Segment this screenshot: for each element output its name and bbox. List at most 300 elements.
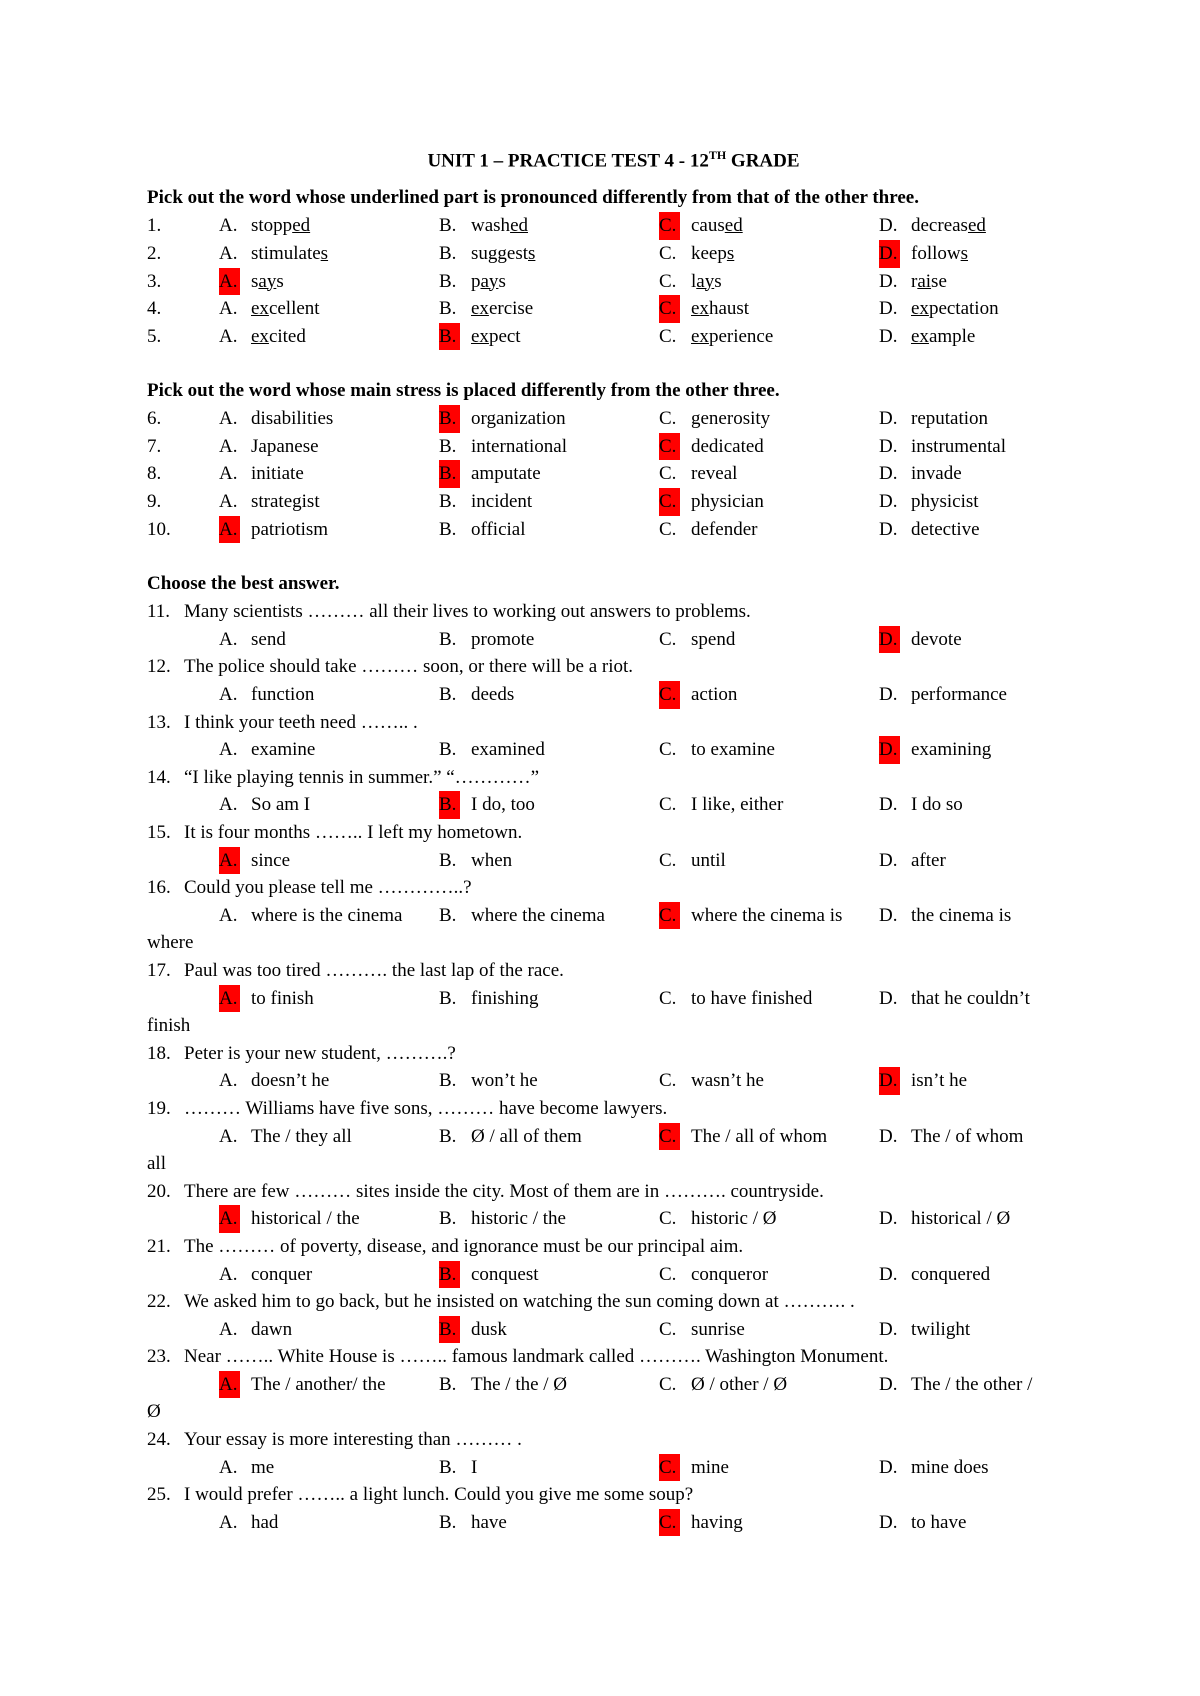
option-text: had [251,1511,279,1533]
option-text: reputation [911,408,989,430]
option-text: historic / Ø [691,1208,777,1230]
question-sentence: Paul was too tired ………. the last lap of the race. [184,959,564,981]
options-row [147,1509,1080,1537]
option-c [659,1509,743,1537]
option-continuation [147,1012,1080,1040]
option-text: I do, too [471,794,535,816]
option-letter: D. [879,491,898,513]
underlined-part: ed [967,215,986,237]
option-text: reveal [691,463,738,485]
option-b [439,433,567,461]
option-text: disabilities [251,408,334,430]
question-text [147,874,472,902]
option-b [439,1371,567,1399]
option-text: examine [251,739,316,761]
option-letter: A. [219,463,238,485]
question-text [147,709,418,737]
option-letter: D. [879,1067,900,1095]
option-letter: C. [659,1123,680,1151]
option-text: conquest [471,1263,539,1285]
item-number: 13. [147,711,171,733]
option-b [439,488,532,516]
option-letter: C. [659,518,677,540]
option-b [439,902,605,930]
option-d [879,405,988,433]
option-d [879,736,991,764]
option-letter: C. [659,628,677,650]
option-a [219,902,402,930]
option-text: after [911,849,946,871]
option-a [219,626,286,654]
options-row [147,902,1080,930]
continuation-text: Ø [147,1401,161,1423]
question-row [147,598,1080,626]
option-letter: A. [219,408,238,430]
option-letter: C. [659,794,677,816]
option-letter: D. [879,1511,898,1533]
option-c [659,323,773,351]
option-c [659,1261,768,1289]
option-letter: D. [879,987,898,1009]
question-row [147,1178,1080,1206]
word-part: caus [691,215,725,237]
option-a [219,433,319,461]
options-row [147,1205,1080,1233]
word-part: s [276,270,284,292]
option-text: twilight [911,1318,971,1340]
option-text: function [251,684,315,706]
option-a [219,460,304,488]
underlined-part: ay [258,270,277,292]
option-text: to have finished [691,987,813,1009]
option-a [219,985,314,1013]
option-text: the cinema is [911,904,1012,926]
option-text: where the cinema [471,904,605,926]
option-text: mine does [911,1456,989,1478]
word-part: p [471,270,481,292]
word-part: haust [708,298,750,320]
option-text: have [471,1511,507,1533]
option-letter: B. [439,1261,460,1289]
question-sentence: Could you please tell me …………..? [184,877,472,899]
option-continuation [147,1150,1080,1178]
word-part: cited [268,325,306,347]
item-number: 25. [147,1484,171,1506]
option-letter: C. [659,1509,680,1537]
underlined-part: s [726,242,735,264]
underlined-part: ex [251,325,269,347]
option-a [219,323,306,351]
option-a [219,736,315,764]
question-sentence: I think your teeth need …….. . [184,711,418,733]
option-d [879,681,1007,709]
option-letter: A. [219,1263,238,1285]
option-d [879,516,980,544]
option-c [659,433,764,461]
question-sentence: There are few ……… sites inside the city. Most of them are in ………. countryside. [184,1180,824,1202]
question-row [147,323,1080,351]
option-letter: B. [439,987,457,1009]
option-text: Ø / all of them [471,1125,582,1147]
option-c [659,488,764,516]
option-text: The / all of whom [691,1125,828,1147]
option-a [219,405,333,433]
option-text: dedicated [691,435,764,457]
question-text [147,819,522,847]
option-text: dawn [251,1318,293,1340]
option-text: where the cinema is [691,904,843,926]
item-number: 2. [147,242,162,264]
option-a [219,1371,386,1399]
option-letter: C. [659,325,677,347]
option-letter: D. [879,435,898,457]
item-number: 23. [147,1346,171,1368]
option-text: I like, either [691,794,784,816]
question-text [147,1481,693,1509]
option-letter: A. [219,1371,240,1399]
option-text: conquered [911,1263,991,1285]
option-letter: B. [439,1070,457,1092]
word-part: pectation [928,298,999,320]
option-c [659,240,734,268]
underlined-part: ay [696,270,715,292]
option-letter: D. [879,1263,898,1285]
option-letter: D. [879,684,898,706]
option-letter: D. [879,518,898,540]
option-c [659,212,743,240]
option-text: isn’t he [911,1070,968,1092]
option-letter: C. [659,1318,677,1340]
question-text [147,1343,888,1371]
question-text [147,598,751,626]
option-b [439,1205,566,1233]
question-row [147,516,1080,544]
option-b [439,323,521,351]
question-row [147,819,1080,847]
question-row [147,874,1080,902]
option-b [439,405,566,433]
option-text: promote [471,628,535,650]
option-letter: A. [219,491,238,513]
option-letter: D. [879,904,898,926]
option-letter: B. [439,435,457,457]
item-number: 3. [147,270,162,292]
item-number: 10. [147,518,171,540]
question-sentence: Peter is your new student, ……….? [184,1042,456,1064]
option-text: mine [691,1456,729,1478]
option-letter: B. [439,1456,457,1478]
option-text: The / the other / [911,1373,1033,1395]
question-row [147,1426,1080,1454]
option-letter: D. [879,626,900,654]
option-letter: A. [219,1511,238,1533]
option-text: me [251,1456,275,1478]
option-text: to examine [691,739,775,761]
question-sentence: It is four months …….. I left my hometown. [184,822,523,844]
option-c [659,295,749,323]
options-row [147,1123,1080,1151]
option-letter: A. [219,435,238,457]
question-text [147,1233,743,1261]
option-text: wasn’t he [691,1070,764,1092]
option-text: detective [911,518,980,540]
option-b [439,1454,477,1482]
option-letter: B. [439,628,457,650]
underlined-part: ed [724,215,743,237]
word-part: l [691,270,697,292]
item-number: 1. [147,215,162,237]
option-letter: B. [439,849,457,871]
question-row [147,1233,1080,1261]
option-text: generosity [691,408,771,430]
word-part: keep [691,242,727,264]
section1-list [147,212,1080,350]
option-letter: A. [219,215,238,237]
option-a [219,791,310,819]
option-text: examined [471,739,545,761]
option-text: having [691,1511,743,1533]
option-b [439,791,535,819]
option-a [219,681,314,709]
options-row [147,1371,1080,1399]
option-letter: B. [439,1125,457,1147]
option-letter: C. [659,433,680,461]
question-sentence: The ……… of poverty, disease, and ignorance must be our principal aim. [184,1235,744,1257]
section2-instruction: Pick out the word whose main stress is placed differently from the other three. [147,380,780,402]
option-text: action [691,684,738,706]
word-part: perience [708,325,774,347]
option-letter: D. [879,463,898,485]
option-b [439,1261,539,1289]
option-a [219,240,328,268]
question-text [147,1040,456,1068]
option-text: won’t he [471,1070,538,1092]
option-letter: A. [219,684,238,706]
question-row [147,709,1080,737]
option-a [219,1316,292,1344]
option-text: conquer [251,1263,313,1285]
option-c [659,1123,827,1151]
option-b [439,295,533,323]
option-c [659,791,783,819]
option-c [659,1316,745,1344]
question-sentence: ……… Williams have five sons, ……… have become lawyers. [184,1097,668,1119]
option-text: incident [471,491,533,513]
option-letter: B. [439,1316,460,1344]
underlined-part: ex [471,325,489,347]
option-d [879,1454,989,1482]
option-letter: B. [439,684,457,706]
option-d [879,433,1006,461]
option-letter: B. [439,1511,457,1533]
option-letter: B. [439,518,457,540]
option-letter: C. [659,242,677,264]
option-text: instrumental [911,435,1006,457]
option-letter: D. [879,408,898,430]
option-text: initiate [251,463,304,485]
option-text: physician [691,491,764,513]
option-letter: C. [659,1373,677,1395]
word-part: ample [928,325,976,347]
option-d [879,1509,966,1537]
option-letter: A. [219,985,240,1013]
option-letter: C. [659,849,677,871]
option-letter: C. [659,902,680,930]
option-letter: A. [219,1318,238,1340]
word-part: cellent [268,298,320,320]
question-row [147,1481,1080,1509]
options-row [147,791,1080,819]
option-c [659,1371,787,1399]
question-text [147,764,539,792]
option-d [879,985,1030,1013]
options-row [147,985,1080,1013]
option-letter: C. [659,987,677,1009]
option-letter: B. [439,904,457,926]
option-letter: A. [219,1070,238,1092]
option-letter: C. [659,739,677,761]
option-text: where is the cinema [251,904,403,926]
word-part: suggest [471,242,528,264]
question-text [147,1178,824,1206]
option-text: defender [691,518,758,540]
underlined-part: ex [251,298,269,320]
option-b [439,240,535,268]
option-a [219,488,320,516]
question-row [147,488,1080,516]
option-letter: A. [219,847,240,875]
option-text: strategist [251,491,320,513]
option-continuation [147,929,1080,957]
question-row [147,460,1080,488]
question-row [147,1040,1080,1068]
section2-list [147,405,1080,543]
options-row [147,626,1080,654]
option-b [439,460,541,488]
underlined-part: ex [911,298,929,320]
question-row [147,1343,1080,1371]
option-letter: A. [219,268,240,296]
option-text: performance [911,684,1007,706]
question-row [147,433,1080,461]
section3-instruction: Choose the best answer. [147,573,340,595]
option-letter: C. [659,408,677,430]
option-letter: A. [219,1125,238,1147]
question-row [147,764,1080,792]
option-d [879,240,968,268]
question-text [147,653,633,681]
option-text: The / they all [251,1125,352,1147]
question-sentence: Your essay is more interesting than ……… . [184,1429,522,1451]
continuation-text: all [147,1153,166,1175]
continuation-text: finish [147,1015,191,1037]
underlined-part: ex [691,325,709,347]
question-sentence: I would prefer …….. a light lunch. Could you give me some soup? [184,1484,694,1506]
option-b [439,1509,507,1537]
word-part: follow [911,242,961,264]
option-d [879,1067,967,1095]
options-row [147,1454,1080,1482]
option-text: to finish [251,987,314,1009]
underlined-part: ex [691,298,709,320]
option-text: international [471,435,568,457]
options-row [147,1261,1080,1289]
option-text: So am I [251,794,311,816]
option-text: that he couldn’t [911,987,1030,1009]
option-d [879,1205,1010,1233]
option-c [659,516,757,544]
option-letter: D. [879,325,898,347]
option-letter: D. [879,1373,898,1395]
option-letter: C. [659,212,680,240]
question-text [147,957,564,985]
option-text: when [471,849,513,871]
option-text: Japanese [251,435,319,457]
option-a [219,847,290,875]
option-d [879,626,962,654]
underlined-part: s [320,242,329,264]
option-c [659,460,737,488]
option-text: organization [471,408,566,430]
option-a [219,268,284,296]
option-text: doesn’t he [251,1070,330,1092]
question-sentence: Many scientists ……… all their lives to working out answers to problems. [184,601,751,623]
option-letter: D. [879,1456,898,1478]
word-part: s [714,270,722,292]
question-row [147,268,1080,296]
option-c [659,626,735,654]
option-a [219,1123,352,1151]
option-d [879,295,999,323]
option-b [439,681,514,709]
option-text: devote [911,628,962,650]
option-d [879,1261,990,1289]
option-letter: A. [219,739,238,761]
option-letter: D. [879,240,900,268]
option-text: sunrise [691,1318,745,1340]
option-text: conqueror [691,1263,769,1285]
option-a [219,1205,360,1233]
option-letter: D. [879,794,898,816]
word-part: stopp [251,215,293,237]
option-text: historic / the [471,1208,566,1230]
option-letter: A. [219,516,240,544]
option-text: physicist [911,491,979,513]
option-letter: B. [439,215,457,237]
option-letter: D. [879,1318,898,1340]
option-c [659,405,770,433]
item-number: 12. [147,656,171,678]
question-row [147,957,1080,985]
word-part: stimulate [251,242,321,264]
option-text: finishing [471,987,539,1009]
option-d [879,460,962,488]
option-d [879,1316,970,1344]
option-b [439,985,539,1013]
item-number: 24. [147,1429,171,1451]
option-d [879,847,946,875]
option-text: amputate [471,463,541,485]
option-c [659,1067,764,1095]
option-b [439,847,512,875]
option-letter: C. [659,1263,677,1285]
option-letter: A. [219,1456,238,1478]
option-text: The / the / Ø [471,1373,568,1395]
question-sentence: Near …….. White House is …….. famous landmark called ………. Washington Monument. [184,1346,889,1368]
option-letter: C. [659,681,680,709]
option-text: historical / the [251,1208,360,1230]
option-letter: B. [439,270,457,292]
